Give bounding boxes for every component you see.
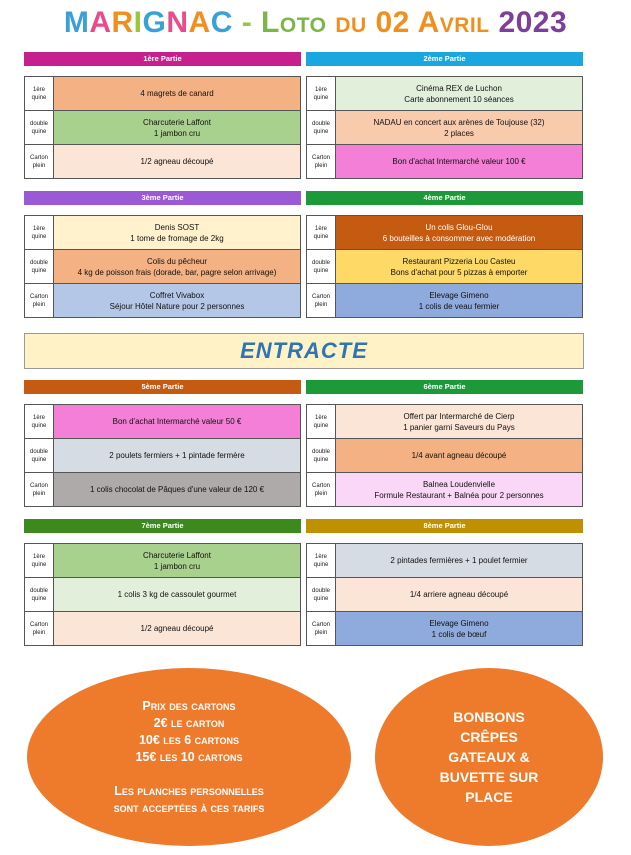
title-segment: R (111, 6, 134, 39)
round-label: double quine (25, 111, 54, 144)
prize-text: 2 pintades fermières + 1 poulet fermier (336, 544, 582, 577)
round-label: 1ère quine (307, 77, 336, 110)
oval-line: BONBONS (453, 709, 525, 725)
prize-row (25, 145, 300, 178)
round-label: double quine (25, 578, 54, 611)
prize-text: 1/4 arriere agneau découpé (336, 578, 582, 611)
prize-row (25, 439, 300, 473)
round-label: Carton plein (25, 612, 54, 645)
oval-line: PLACE (465, 789, 513, 805)
prize-row (307, 284, 582, 317)
round-label: 1ère quine (25, 77, 54, 110)
round-label: double quine (307, 439, 336, 472)
prize-text: Denis SOST 1 tome de fromage de 2kg (54, 216, 300, 249)
title-segment: C (210, 6, 233, 39)
partie-header: 7ème Partie (24, 519, 301, 533)
prize-row (25, 578, 300, 612)
prize-text: 1/4 avant agneau découpé (336, 439, 582, 472)
partie-section (306, 52, 583, 179)
prize-table (306, 215, 583, 318)
prize-row (307, 578, 582, 612)
prize-row (25, 250, 300, 284)
oval-line: 10€ les 6 cartons (138, 732, 240, 747)
prize-row (25, 111, 300, 145)
prize-row (307, 439, 582, 473)
extras-oval (375, 668, 603, 846)
prize-table (24, 543, 301, 646)
prize-text: Charcuterie Laffont 1 jambon cru (54, 111, 300, 144)
partie-header: 1ère Partie (24, 52, 301, 66)
prize-row (25, 405, 300, 439)
prize-table (24, 215, 301, 318)
prize-table (306, 76, 583, 179)
prize-row (25, 284, 300, 317)
title-segment: 2023 (498, 6, 568, 39)
partie-header: 5ème Partie (24, 380, 301, 394)
prize-text: Colis du pêcheur 4 kg de poisson frais (dorade, bar, pagre selon arrivage) (54, 250, 300, 283)
title-segment: Loto (261, 6, 327, 39)
prize-row (307, 216, 582, 250)
prize-row (307, 473, 582, 506)
prize-text: 4 magrets de canard (54, 77, 300, 110)
partie-header: 2ème Partie (306, 52, 583, 66)
oval-line: 2€ le carton (153, 715, 225, 730)
prize-row (25, 473, 300, 506)
round-label: 1ère quine (307, 544, 336, 577)
round-label: Carton plein (307, 145, 336, 178)
title-segment: Avril (409, 6, 499, 39)
round-label: Carton plein (307, 284, 336, 317)
round-label: double quine (307, 250, 336, 283)
prize-text: Un colis Glou-Glou 6 bouteilles à consommer avec modération (336, 216, 582, 249)
partie-header: 8ème Partie (306, 519, 583, 533)
partie-section (306, 519, 583, 646)
prize-table (306, 543, 583, 646)
round-label: double quine (307, 578, 336, 611)
oval-line: 15€ les 10 cartons (135, 749, 243, 764)
oval-line: Les planches personnelles (114, 783, 264, 798)
prize-text: 1/2 agneau découpé (54, 145, 300, 178)
prize-row (307, 77, 582, 111)
prize-row (25, 216, 300, 250)
price-oval (27, 668, 351, 846)
page-title (0, 6, 631, 40)
partie-header: 3ème Partie (24, 191, 301, 205)
round-label: Carton plein (25, 473, 54, 506)
prize-text: 2 poulets fermiers + 1 pintade fermère (54, 439, 300, 472)
prize-text: Cinéma REX de Luchon Carte abonnement 10 séances (336, 77, 582, 110)
prize-row (307, 612, 582, 645)
entracte-label: ENTRACTE (240, 338, 368, 363)
prize-table (24, 76, 301, 179)
oval-line: GATEAUX & (448, 749, 530, 765)
round-label: Carton plein (307, 473, 336, 506)
prize-text: Charcuterie Laffont 1 jambon cru (54, 544, 300, 577)
prize-table (24, 404, 301, 507)
prize-text: 1/2 agneau découpé (54, 612, 300, 645)
title-segment: G (142, 6, 167, 39)
prize-text: 1 colis 3 kg de cassoulet gourmet (54, 578, 300, 611)
partie-header: 6ème Partie (306, 380, 583, 394)
round-label: Carton plein (25, 284, 54, 317)
partie-section (24, 519, 301, 646)
prize-text: Elevage Gimeno 1 colis de veau fermier (336, 284, 582, 317)
round-label: double quine (307, 111, 336, 144)
title-segment: du (326, 6, 376, 39)
oval-line (114, 766, 265, 783)
prize-text: Bon d'achat Intermarché valeur 100 € (336, 145, 582, 178)
oval-line: CRÊPES (460, 729, 518, 745)
partie-header: 4ème Partie (306, 191, 583, 205)
partie-section (24, 52, 301, 179)
round-label: Carton plein (25, 145, 54, 178)
partie-section (306, 380, 583, 507)
prize-row (307, 405, 582, 439)
round-label: 1ère quine (25, 544, 54, 577)
prize-text: Coffret Vivabox Séjour Hôtel Nature pour 2 personnes (54, 284, 300, 317)
oval-line: sont acceptées à ces tarifs (113, 800, 265, 815)
round-label: double quine (25, 250, 54, 283)
prize-text: Bon d'achat Intermarché valeur 50 € (54, 405, 300, 438)
partie-section (24, 191, 301, 318)
round-label: double quine (25, 439, 54, 472)
round-label: 1ère quine (307, 216, 336, 249)
round-label: 1ère quine (307, 405, 336, 438)
prize-text: Restaurant Pizzeria Lou Casteu Bons d'achat pour 5 pizzas à emporter (336, 250, 582, 283)
title-segment: 02 (375, 6, 410, 39)
prize-text: Offert par Intermarché de Cierp 1 panier garni Saveurs du Pays (336, 405, 582, 438)
title-segment: - (232, 6, 262, 39)
prize-table (306, 404, 583, 507)
oval-line: Prix des cartons (142, 698, 236, 713)
partie-section (24, 380, 301, 507)
title-segment: N (166, 6, 189, 39)
prize-row (307, 111, 582, 145)
prize-text: Elevage Gimeno 1 colis de bœuf (336, 612, 582, 645)
title-segment: I (133, 6, 143, 39)
title-segment: A (188, 6, 211, 39)
prize-row (307, 544, 582, 578)
prize-text: NADAU en concert aux arènes de Toujouse (32) 2 places (336, 111, 582, 144)
partie-section (306, 191, 583, 318)
title-segment: A (89, 6, 112, 39)
prize-row (307, 145, 582, 178)
prize-text: Balnea Loudenvielle Formule Restaurant + Balnéa pour 2 personnes (336, 473, 582, 506)
round-label: 1ère quine (25, 405, 54, 438)
round-label: Carton plein (307, 612, 336, 645)
prize-row (25, 612, 300, 645)
prize-row (25, 77, 300, 111)
round-label: 1ère quine (25, 216, 54, 249)
prize-row (25, 544, 300, 578)
entracte-banner (24, 333, 584, 369)
prize-row (307, 250, 582, 284)
oval-line: BUVETTE SUR (439, 769, 539, 785)
prize-text: 1 colis chocolat de Pâques d'une valeur de 120 € (54, 473, 300, 506)
title-segment: M (63, 6, 90, 39)
